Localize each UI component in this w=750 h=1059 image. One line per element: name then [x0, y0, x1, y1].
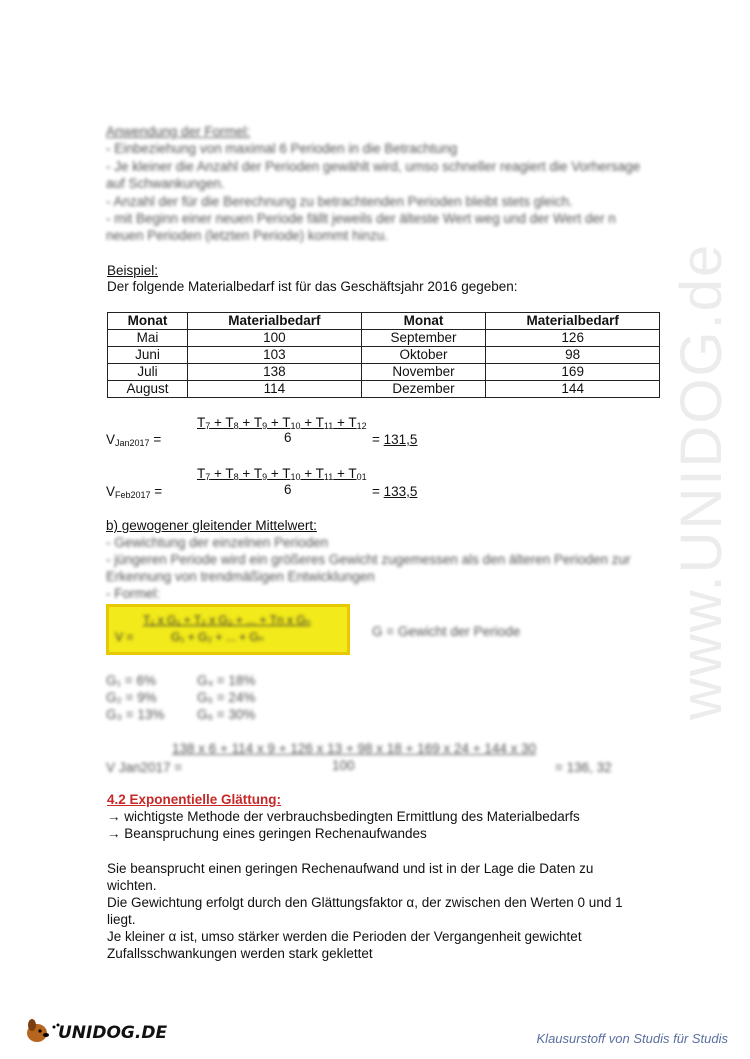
material-table — [107, 312, 660, 398]
formula-highlight-box — [106, 604, 350, 655]
example-heading: Beispiel: — [107, 263, 159, 278]
table-cell: 114 — [188, 381, 362, 398]
paragraph-line: Je kleiner α ist, umso stärker werden die Perioden der Vergangenheit gewichtet — [107, 929, 582, 944]
header-cell: Materialbedarf — [188, 313, 362, 330]
weight-g4: G₄ = 18% — [197, 673, 256, 688]
bullet-item: → Beanspruchung eines geringen Rechenaufwandes — [107, 826, 427, 841]
arrow-icon: → — [107, 809, 125, 824]
weighted-heading: b) gewogener gleitender Mittelwert: — [106, 518, 317, 533]
weighted-formula-note: G = Gewicht der Periode — [372, 624, 521, 639]
table-header-row — [108, 313, 660, 330]
paragraph-line: Zufallsschwankungen werden stark geklettet — [107, 946, 373, 961]
weighted-calc-result: = 136, 32 — [555, 760, 612, 775]
table-cell: 138 — [188, 364, 362, 381]
arrow-icon: → — [107, 826, 125, 841]
header-cell: Monat — [361, 313, 486, 330]
blurred-line: neuen Perioden (letzten Periode) kommt hinzu. — [106, 228, 389, 243]
table-cell: 103 — [188, 347, 362, 364]
weighted-formula-left: V = — [115, 630, 134, 644]
blurred-line: auf Schwankungen. — [106, 176, 225, 191]
table-cell: 100 — [188, 330, 362, 347]
header-cell: Materialbedarf — [486, 313, 660, 330]
footer-slogan: Klausurstoff von Studis für Studis — [536, 1031, 728, 1046]
formula2-label: $V_{Feb2017}$ = — [106, 484, 163, 500]
weighted-calc-numerator: 138 x 6 + 114 x 9 + 126 x 13 + 98 x 18 + 169 x 24 + 144 x 30 — [172, 741, 537, 756]
formula2-numerator: $T_7 + T_8 + T_9 + T_{10} + T_{11} + T_{01}$ — [197, 466, 367, 482]
weight-g1: G₁ = 6% — [106, 673, 156, 688]
formula2-denominator: 6 — [284, 482, 292, 497]
blurred-line: Erkennung von trendmäßigen Entwicklungen — [106, 569, 375, 584]
example-intro: Der folgende Materialbedarf ist für das Geschäftsjahr 2016 gegeben: — [107, 279, 518, 294]
weighted-formula-top: T₁ x G₁ + T₂ x G₂ + ... + Tn x Gₙ — [143, 613, 311, 627]
table-cell: 126 — [486, 330, 660, 347]
unidog-logo — [24, 1013, 168, 1047]
weight-g3: G₃ = 13% — [106, 707, 165, 722]
formula1-label: $V_{Jan2017}$ = — [106, 432, 162, 448]
table-cell: Juni — [108, 347, 188, 364]
formula1-result: = 131,5 — [372, 432, 418, 447]
table-cell: 98 — [486, 347, 660, 364]
weight-g6: G₆ = 30% — [197, 707, 256, 722]
blurred-heading: Anwendung der Formel: — [106, 124, 251, 139]
table-cell: Dezember — [361, 381, 486, 398]
paragraph-line: Sie beansprucht einen geringen Rechenaufwand und ist in der Lage die Daten zu — [107, 861, 594, 876]
blurred-line: - Je kleiner die Anzahl der Perioden gewählt wird, umso schneller reagiert die Vorhersage — [106, 159, 641, 174]
table-cell: November — [361, 364, 486, 381]
bullet-item: → wichtigste Methode der verbrauchsbedingten Ermittlung des Materialbedarfs — [107, 809, 580, 824]
table-cell: August — [108, 381, 188, 398]
blurred-line: - Einbeziehung von maximal 6 Perioden in die Betrachtung — [106, 141, 458, 156]
logo-text: UNIDOG.DE — [58, 1023, 168, 1043]
table-cell: September — [361, 330, 486, 347]
table-row — [108, 330, 660, 347]
blurred-line: - Anzahl der für die Berechnung zu betrachtenden Perioden bleibt stets gleich. — [106, 194, 573, 209]
paragraph-line: liegt. — [107, 912, 136, 927]
paragraph-line: wichten. — [107, 878, 157, 893]
formula1-numerator: $T_7 + T_8 + T_9 + T_{10} + T_{11} + T_{12}$ — [197, 415, 367, 431]
table-cell: Juli — [108, 364, 188, 381]
blurred-line: - mit Beginn einer neuen Periode fällt jeweils der älteste Wert weg und der Wert der n — [106, 211, 616, 226]
table-cell: Mai — [108, 330, 188, 347]
weight-g5: G₅ = 24% — [197, 690, 256, 705]
header-cell: Monat — [108, 313, 188, 330]
table-row — [108, 364, 660, 381]
weighted-formula-bottom: G₁ + G₂ + ... + Gₙ — [171, 630, 264, 644]
formula2-result: = 133,5 — [372, 484, 418, 499]
paragraph-line: Die Gewichtung erfolgt durch den Glättungsfaktor α, der zwischen den Werten 0 und 1 — [107, 895, 623, 910]
table-cell: 144 — [486, 381, 660, 398]
table-row — [108, 381, 660, 398]
table-cell: 169 — [486, 364, 660, 381]
blurred-line: - jüngeren Periode wird ein größeres Gewicht zugemessen als den älteren Perioden zur — [106, 552, 631, 567]
watermark: www.UNIDOG.de — [669, 242, 734, 720]
weighted-calc-denominator: 100 — [332, 758, 355, 773]
section-heading-exp: 4.2 Exponentielle Glättung: — [107, 792, 282, 807]
formula1-denominator: 6 — [284, 430, 292, 445]
table-row — [108, 347, 660, 364]
blurred-line: - Gewichtung der einzelnen Perioden — [106, 535, 329, 550]
blurred-line: - Formel: — [106, 586, 160, 601]
weight-g2: G₂ = 9% — [106, 690, 157, 705]
table-cell: Oktober — [361, 347, 486, 364]
weighted-calc-label: V Jan2017 = — [106, 760, 183, 775]
